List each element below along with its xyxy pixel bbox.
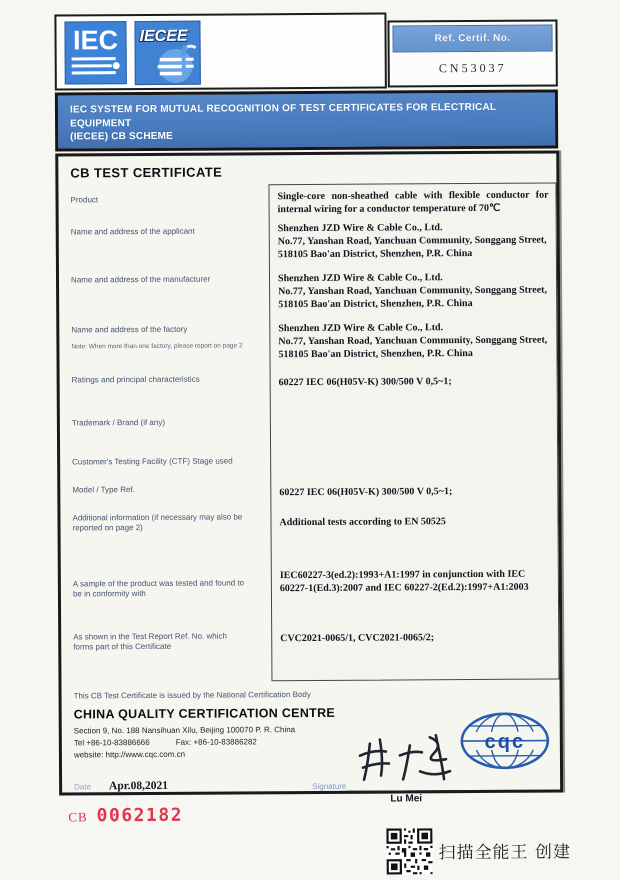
qr-code bbox=[386, 828, 432, 874]
signer-name: Lu Mei bbox=[346, 793, 466, 805]
label-ratings: Ratings and principal characteristics bbox=[72, 374, 264, 385]
iec-logo-lines bbox=[72, 55, 120, 77]
cqc-logo bbox=[458, 710, 552, 773]
value-factory-name: Shenzhen JZD Wire & Cable Co., Ltd. bbox=[278, 321, 549, 336]
value-conformity: IEC60227-3(ed.2):1993+A1:1997 in conjunction with IEC 60227-1(Ed.3):2007 and IEC 60227-2(Ed.2):1997+A1:2003 bbox=[280, 568, 551, 596]
label-applicant: Name and address of the applicant bbox=[71, 226, 263, 237]
date-label: Date bbox=[74, 782, 91, 791]
ref-certif-number: CN53037 bbox=[390, 60, 556, 76]
label-factory-note: Note: When more than one factory, please report on page 2 bbox=[71, 341, 271, 352]
cb-serial-number: 0062182 bbox=[97, 805, 183, 827]
label-test-report: As shown in the Test Report Ref. No. which forms part of this Certificate bbox=[73, 631, 245, 652]
fax-number: Fax: +86-10-83886282 bbox=[176, 737, 257, 746]
iecee-logo-text: IECEE bbox=[139, 28, 187, 46]
label-ctf: Customer's Testing Facility (CTF) Stage used bbox=[72, 456, 264, 467]
label-trademark: Trademark / Brand (if any) bbox=[72, 417, 264, 428]
scheme-banner bbox=[55, 89, 558, 151]
label-manufacturer: Name and address of the manufacturer bbox=[71, 274, 263, 285]
value-manufacturer-name: Shenzhen JZD Wire & Cable Co., Ltd. bbox=[278, 271, 549, 286]
label-product: Product bbox=[71, 194, 263, 205]
banner-line-1: IEC SYSTEM FOR MUTUAL RECOGNITION OF TEST CERTIFICATES FOR ELECTRICAL EQUIPMENT bbox=[70, 101, 545, 131]
value-factory bbox=[278, 321, 549, 362]
value-additional: Additional tests according to EN 50525 bbox=[279, 515, 550, 530]
ref-certif-box bbox=[387, 19, 557, 87]
certification-body-website: website: http://www.cqc.com.cn bbox=[74, 750, 185, 760]
handwritten-signature bbox=[350, 731, 462, 788]
value-factory-address: No.77, Yanshan Road, Yanchuan Community, Songgang Street, 518105 Bao'an District, Shenzhen, P.R. China bbox=[278, 334, 549, 362]
value-ratings: 60227 IEC 06(H05V-K) 300/500 V 0,5~1; bbox=[279, 375, 550, 390]
ref-certif-label: Ref. Certif. No. bbox=[392, 25, 552, 53]
issued-by-statement: This CB Test Certificate is issued by the National Certification Body bbox=[74, 690, 311, 700]
iec-logo bbox=[64, 21, 126, 84]
cb-serial bbox=[68, 805, 183, 827]
banner-line-2: (IECEE) CB SCHEME bbox=[70, 128, 545, 144]
signature-label: Signature bbox=[312, 782, 346, 791]
iec-logo-text: IEC bbox=[73, 25, 118, 55]
value-applicant-name: Shenzhen JZD Wire & Cable Co., Ltd. bbox=[278, 221, 549, 236]
date-value: Apr.08,2021 bbox=[109, 780, 168, 792]
certification-body-name: CHINA QUALITY CERTIFICATION CENTRE bbox=[74, 706, 335, 722]
value-manufacturer-address: No.77, Yanshan Road, Yanchuan Community, Songgang Street, 518105 Bao'an District, Shenzhen, P.R. China bbox=[278, 284, 549, 312]
value-applicant-address: No.77, Yanshan Road, Yanchuan Community, Songgang Street, 518105 Bao'an District, Shenzhen, P.R. China bbox=[278, 234, 549, 262]
value-applicant bbox=[278, 221, 549, 262]
svg-text:cqc: cqc bbox=[485, 731, 526, 753]
cb-serial-prefix: CB bbox=[68, 809, 87, 825]
value-model: 60227 IEC 06(H05V-K) 300/500 V 0,5~1; bbox=[279, 485, 550, 500]
values-box bbox=[268, 182, 559, 681]
tel-number: Tel +86-10-83886666 bbox=[74, 738, 150, 747]
certificate-title: CB TEST CERTIFICATE bbox=[70, 165, 222, 181]
scanner-watermark: 扫描全能王 创建 bbox=[438, 837, 571, 863]
certification-body-telfax bbox=[74, 737, 257, 747]
value-manufacturer bbox=[278, 271, 549, 312]
label-factory: Name and address of the factory bbox=[71, 324, 263, 335]
certification-body-address: Section 9, No. 188 Nansihuan Xilu, Beijing 100070 P. R. China bbox=[74, 725, 295, 735]
value-test-report: CVC2021-0065/1, CVC2021-0065/2; bbox=[280, 631, 551, 646]
label-additional: Additional information (if necessary may also be reported on page 2) bbox=[72, 512, 252, 533]
iecee-bulb-icon bbox=[146, 44, 198, 85]
label-conformity: A sample of the product was tested and found to be in conformity with bbox=[73, 578, 249, 599]
iecee-logo bbox=[134, 21, 200, 85]
header-logos-box bbox=[54, 13, 386, 91]
certificate-body bbox=[55, 150, 563, 795]
value-product: Single-core non-sheathed cable with flexible conductor for internal wiring for a conductor temperature of 70℃ bbox=[277, 189, 548, 217]
date-row bbox=[74, 776, 168, 795]
label-model: Model / Type Ref. bbox=[72, 484, 264, 495]
